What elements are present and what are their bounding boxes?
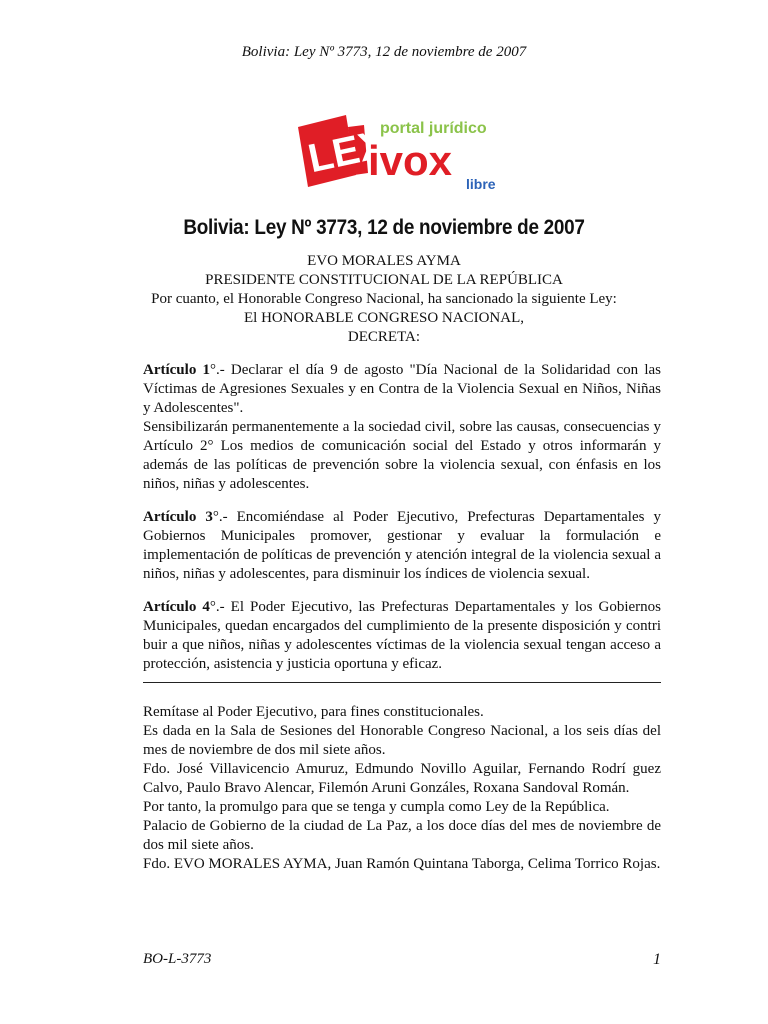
closing-palace-date: Palacio de Gobierno de la ciudad de La Paz, a los doce días del mes de noviembre de dos mil siete años. (143, 818, 661, 853)
article-4-suffix: °.- (209, 599, 225, 615)
article-1 (143, 361, 661, 494)
article-3-suffix: °.- (212, 509, 228, 525)
lexivox-logo (292, 113, 512, 195)
article-3-text: Encomiéndase al Poder Ejecutivo, Prefecturas Departamentales y Gobiernos Municipales promover, gestionar y evaluar la formulación e implementación de políticas de prevención y atención integral de la violencia sexual a niños, niñas y adolescentes, para disminuir los índices de violencia sexual. (143, 509, 661, 582)
preamble-line-president-title: PRESIDENTE CONSTITUCIONAL DE LA REPÚBLICA (205, 272, 563, 288)
preamble-line-president-name: EVO MORALES AYMA (307, 253, 461, 269)
article-3-paragraph (143, 508, 661, 584)
closing-remitase: Remítase al Poder Ejecutivo, para fines constitucionales. (143, 704, 484, 720)
logo-tagline-top: portal jurídico (380, 120, 487, 137)
preamble-line-decreta: DECRETA: (347, 329, 421, 345)
logo-brand: ivox (368, 137, 453, 184)
closing-session-date: Es dada en la Sala de Sesiones del Honorable Congreso Nacional, a los seis días del mes de noviembre de dos mil siete años. (143, 723, 661, 758)
logo-mark-text: LEX (304, 121, 390, 182)
preamble-line-congress: El HONORABLE CONGRESO NACIONAL, (244, 310, 524, 326)
article-1-paragraph (143, 361, 661, 418)
closing-signatories-executive: Fdo. EVO MORALES AYMA, Juan Ramón Quintana Taborga, Celima Torrico Rojas. (143, 856, 661, 872)
footer-document-code: BO-L-3773 (143, 951, 212, 967)
preamble-line-sanction: Por cuanto, el Honorable Congreso Nacional, ha sancionado la siguiente Ley: (151, 291, 617, 307)
article-1-label: Artículo 1 (143, 362, 210, 378)
article-4-label: Artículo 4 (143, 599, 210, 615)
preamble (0, 252, 768, 347)
running-header: Bolivia: Ley Nº 3773, 12 de noviembre de 2007 (241, 44, 527, 60)
article-3-label: Artículo 3 (143, 509, 213, 525)
closing-section (143, 703, 661, 874)
logo-tagline-bottom: libre (466, 176, 496, 192)
article-1-suffix: °.- (210, 362, 225, 378)
closing-promulgation: Por tanto, la promulgo para que se tenga y cumpla como Ley de la República. (143, 799, 610, 815)
article-4 (143, 598, 661, 674)
footer-page-number: 1 (653, 951, 661, 968)
article-1-text: Declarar el día 9 de agosto "Día Nacional de la Solidaridad con las Víctimas de Agresiones Sexuales y en Contra de la Violencia Sexual en Niños, Niñas y Adolescentes". (143, 362, 661, 416)
document-title: Bolivia: Ley Nº 3773, 12 de noviembre de 2007 (183, 216, 585, 239)
article-4-text: El Poder Ejecutivo, las Prefecturas Departamentales y los Gobiernos Municipales, quedan encargados del cumplimiento de la presente disposición y contri buir a que niños, niñas y adolescentes víctimas de la violencia sexual tengan acceso a protección, asistencia y justicia oportuna y eficaz. (143, 599, 661, 672)
horizontal-divider (143, 682, 661, 683)
article-3 (143, 508, 661, 584)
article-1-continuation: Sensibilizarán permanentemente a la sociedad civil, sobre las causas, consecuencias y Artículo 2° Los medios de comunicación social del Estado y otros informarán y además de las políticas de prevención sobre la violencia sexual, con énfasis en los niños, niñas y adolescentes. (143, 419, 661, 492)
closing-signatories-congress: Fdo. José Villavicencio Amuruz, Edmundo Novillo Aguilar, Fernando Rodrí guez Calvo, Paulo Bravo Alencar, Filemón Aruni Gonzáles, Roxana Sandoval Román. (143, 761, 661, 796)
article-4-paragraph (143, 598, 661, 674)
